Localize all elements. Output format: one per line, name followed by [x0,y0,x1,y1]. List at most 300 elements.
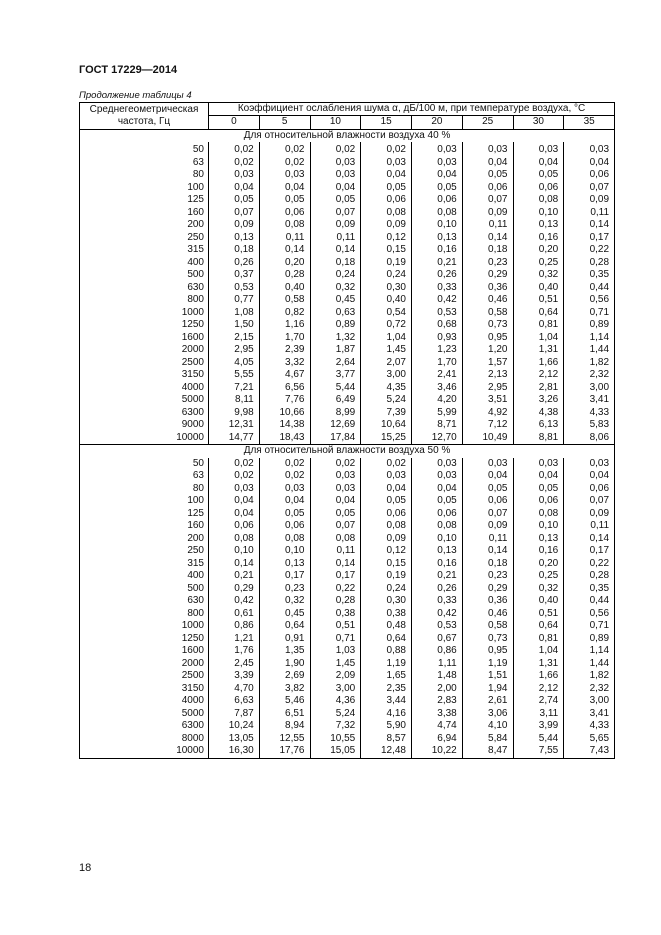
table-row [80,319,615,332]
value-cell: 0,44 [564,595,615,608]
value-cell: 0,17 [564,232,615,245]
value-cell: 0,11 [462,533,513,546]
value-cell: 0,12 [361,232,412,245]
frequency-cell: 400 [80,257,209,270]
frequency-cell: 2000 [80,658,209,671]
frequency-cell: 800 [80,294,209,307]
value-cell: 0,14 [310,558,361,571]
value-cell: 0,03 [310,483,361,496]
table-row [80,157,615,170]
value-cell: 1,35 [259,645,310,658]
frequency-cell: 80 [80,483,209,496]
value-cell: 1,66 [513,670,564,683]
frequency-cell: 125 [80,508,209,521]
table-row [80,683,615,696]
value-cell: 5,90 [361,720,412,733]
value-cell: 0,22 [310,583,361,596]
frequency-cell: 1250 [80,633,209,646]
value-cell: 6,49 [310,394,361,407]
value-cell: 0,04 [259,495,310,508]
temperature-header: 20 [412,116,463,129]
value-cell: 4,20 [412,394,463,407]
value-cell: 1,51 [462,670,513,683]
value-cell: 3,32 [259,357,310,370]
value-cell: 0,30 [361,282,412,295]
value-cell: 0,02 [259,157,310,170]
value-cell: 0,45 [310,294,361,307]
value-cell: 6,51 [259,708,310,721]
value-cell: 0,11 [462,219,513,232]
value-cell: 17,76 [259,745,310,758]
value-cell: 0,02 [259,142,310,157]
value-cell: 0,71 [564,307,615,320]
frequency-cell: 160 [80,207,209,220]
value-cell: 0,09 [462,520,513,533]
value-cell: 0,26 [209,257,260,270]
value-cell: 5,83 [564,419,615,432]
value-cell: 0,06 [412,508,463,521]
table-row [80,608,615,621]
value-cell: 0,33 [412,595,463,608]
table-row [80,394,615,407]
value-cell: 2,69 [259,670,310,683]
value-cell: 0,02 [209,458,260,471]
value-cell: 0,36 [462,595,513,608]
value-cell: 4,16 [361,708,412,721]
value-cell: 0,40 [513,282,564,295]
value-cell: 0,71 [564,620,615,633]
value-cell: 0,37 [209,269,260,282]
value-cell: 0,04 [209,495,260,508]
value-cell: 0,07 [310,520,361,533]
table-row [80,583,615,596]
value-cell: 0,02 [310,142,361,157]
value-cell: 12,69 [310,419,361,432]
frequency-cell: 250 [80,545,209,558]
value-cell: 0,25 [513,570,564,583]
value-cell: 2,32 [564,683,615,696]
value-cell: 1,11 [412,658,463,671]
table-row [80,708,615,721]
value-cell: 10,49 [462,432,513,445]
value-cell: 0,14 [564,219,615,232]
value-cell: 8,99 [310,407,361,420]
value-cell: 10,24 [209,720,260,733]
frequency-cell: 5000 [80,394,209,407]
table-row [80,508,615,521]
value-cell: 0,81 [513,633,564,646]
value-cell: 0,02 [361,458,412,471]
value-cell: 2,09 [310,670,361,683]
frequency-cell: 125 [80,194,209,207]
value-cell: 3,11 [513,708,564,721]
value-cell: 0,03 [412,142,463,157]
value-cell: 0,46 [462,608,513,621]
frequency-cell: 200 [80,533,209,546]
frequency-cell: 100 [80,182,209,195]
frequency-cell: 400 [80,570,209,583]
table-row [80,357,615,370]
value-cell: 1,44 [564,344,615,357]
value-cell: 1,45 [361,344,412,357]
value-cell: 0,08 [259,533,310,546]
value-cell: 0,13 [209,232,260,245]
value-cell: 0,08 [513,194,564,207]
value-cell: 0,11 [310,232,361,245]
value-cell: 0,06 [361,194,412,207]
value-cell: 6,13 [513,419,564,432]
temperature-header: 0 [209,116,260,129]
value-cell: 0,07 [564,182,615,195]
value-cell: 1,14 [564,332,615,345]
value-cell: 0,13 [412,232,463,245]
value-cell: 7,39 [361,407,412,420]
value-cell: 0,10 [259,545,310,558]
value-cell: 3,00 [361,369,412,382]
value-cell: 7,21 [209,382,260,395]
value-cell: 0,26 [412,269,463,282]
table-row [80,495,615,508]
value-cell: 5,84 [462,733,513,746]
value-cell: 0,16 [513,545,564,558]
value-cell: 1,16 [259,319,310,332]
value-cell: 0,24 [310,269,361,282]
value-cell: 0,89 [564,633,615,646]
value-cell: 1,87 [310,344,361,357]
value-cell: 0,32 [513,269,564,282]
value-cell: 0,05 [412,495,463,508]
value-cell: 12,70 [412,432,463,445]
value-cell: 0,16 [513,232,564,245]
value-cell: 0,02 [209,470,260,483]
value-cell: 1,19 [462,658,513,671]
value-cell: 0,08 [412,207,463,220]
value-cell: 10,64 [361,419,412,432]
value-cell: 1,45 [310,658,361,671]
value-cell: 0,10 [209,545,260,558]
temperature-header: 25 [462,116,513,129]
frequency-cell: 2500 [80,357,209,370]
value-cell: 0,44 [564,282,615,295]
value-cell: 0,06 [259,520,310,533]
value-cell: 0,06 [564,169,615,182]
value-cell: 6,63 [209,695,260,708]
temperature-header: 30 [513,116,564,129]
value-cell: 0,24 [361,583,412,596]
value-cell: 5,24 [310,708,361,721]
value-cell: 0,18 [310,257,361,270]
value-cell: 0,12 [361,545,412,558]
table-row [80,520,615,533]
value-cell: 16,30 [209,745,260,758]
value-cell: 0,08 [259,219,310,232]
value-cell: 0,29 [209,583,260,596]
value-cell: 0,19 [361,570,412,583]
value-cell: 0,16 [412,244,463,257]
value-cell: 1,70 [412,357,463,370]
value-cell: 1,20 [462,344,513,357]
value-cell: 0,58 [462,307,513,320]
value-cell: 0,86 [209,620,260,633]
value-cell: 1,08 [209,307,260,320]
value-cell: 0,71 [310,633,361,646]
value-cell: 0,06 [462,495,513,508]
frequency-cell: 1600 [80,332,209,345]
value-cell: 0,03 [462,142,513,157]
value-cell: 17,84 [310,432,361,445]
value-cell: 0,03 [209,169,260,182]
value-cell: 4,33 [564,407,615,420]
value-cell: 2,13 [462,369,513,382]
value-cell: 4,70 [209,683,260,696]
value-cell: 0,05 [259,508,310,521]
value-cell: 0,09 [209,219,260,232]
value-cell: 8,81 [513,432,564,445]
value-cell: 3,77 [310,369,361,382]
value-cell: 0,20 [259,257,310,270]
frequency-column-header: Среднегеометрическая частота, Гц [80,103,209,130]
value-cell: 0,28 [564,257,615,270]
value-cell: 0,72 [361,319,412,332]
value-cell: 0,35 [564,269,615,282]
value-cell: 0,42 [412,294,463,307]
value-cell: 0,08 [412,520,463,533]
value-cell: 0,45 [259,608,310,621]
value-cell: 0,82 [259,307,310,320]
value-cell: 0,15 [361,558,412,571]
value-cell: 0,91 [259,633,310,646]
table-row [80,595,615,608]
value-cell: 0,89 [564,319,615,332]
value-cell: 0,58 [259,294,310,307]
value-cell: 0,02 [209,157,260,170]
value-cell: 0,04 [564,470,615,483]
value-cell: 0,26 [412,583,463,596]
frequency-cell: 6300 [80,720,209,733]
frequency-cell: 63 [80,157,209,170]
value-cell: 0,93 [412,332,463,345]
value-cell: 0,04 [209,182,260,195]
value-cell: 0,11 [310,545,361,558]
value-cell: 0,05 [310,508,361,521]
table-row [80,620,615,633]
value-cell: 0,14 [310,244,361,257]
value-cell: 2,12 [513,683,564,696]
value-cell: 0,13 [259,558,310,571]
value-cell: 4,33 [564,720,615,733]
value-cell: 0,06 [564,483,615,496]
value-cell: 3,99 [513,720,564,733]
value-cell: 0,22 [564,558,615,571]
value-cell: 15,05 [310,745,361,758]
value-cell: 4,74 [412,720,463,733]
value-cell: 0,09 [564,194,615,207]
value-cell: 0,51 [310,620,361,633]
value-cell: 0,53 [209,282,260,295]
value-cell: 0,08 [209,533,260,546]
value-cell: 0,05 [513,483,564,496]
table-caption: Продолжение таблицы 4 [79,90,192,101]
value-cell: 4,36 [310,695,361,708]
value-cell: 0,03 [564,458,615,471]
value-cell: 0,10 [412,219,463,232]
value-cell: 0,54 [361,307,412,320]
value-cell: 14,38 [259,419,310,432]
table-row [80,458,615,471]
value-cell: 2,07 [361,357,412,370]
frequency-cell: 500 [80,269,209,282]
temperature-header: 15 [361,116,412,129]
value-cell: 0,05 [361,495,412,508]
frequency-cell: 500 [80,583,209,596]
frequency-cell: 80 [80,169,209,182]
value-cell: 0,28 [564,570,615,583]
value-cell: 8,94 [259,720,310,733]
value-cell: 0,05 [209,194,260,207]
table-row [80,407,615,420]
frequency-cell: 100 [80,495,209,508]
value-cell: 0,23 [462,570,513,583]
value-cell: 0,03 [412,157,463,170]
value-cell: 1,03 [310,645,361,658]
value-cell: 0,09 [361,533,412,546]
value-cell: 0,03 [259,169,310,182]
value-cell: 0,06 [462,182,513,195]
value-cell: 0,42 [209,595,260,608]
value-cell: 1,66 [513,357,564,370]
value-cell: 0,46 [462,294,513,307]
value-cell: 0,64 [513,307,564,320]
value-cell: 3,00 [564,695,615,708]
value-cell: 0,18 [209,244,260,257]
value-cell: 0,05 [513,169,564,182]
value-cell: 5,44 [513,733,564,746]
frequency-cell: 1600 [80,645,209,658]
value-cell: 0,14 [462,545,513,558]
value-cell: 3,46 [412,382,463,395]
frequency-cell: 1000 [80,307,209,320]
value-cell: 4,10 [462,720,513,733]
value-cell: 5,46 [259,695,310,708]
section-title: Для относительной влажности воздуха 50 % [80,445,615,458]
value-cell: 0,07 [310,207,361,220]
value-cell: 2,95 [209,344,260,357]
value-cell: 0,68 [412,319,463,332]
table-row [80,344,615,357]
table-row [80,244,615,257]
value-cell: 3,00 [564,382,615,395]
document-header: ГОСТ 17229—2014 [79,64,178,76]
value-cell: 0,64 [259,620,310,633]
value-cell: 1,90 [259,658,310,671]
value-cell: 0,04 [564,157,615,170]
value-cell: 2,95 [462,382,513,395]
value-cell: 0,03 [513,142,564,157]
value-cell: 0,03 [310,157,361,170]
value-cell: 0,03 [564,142,615,157]
value-cell: 5,65 [564,733,615,746]
value-cell: 0,04 [310,495,361,508]
value-cell: 0,18 [462,244,513,257]
value-cell: 0,53 [412,307,463,320]
value-cell: 0,21 [412,257,463,270]
value-cell: 1,04 [361,332,412,345]
value-cell: 0,02 [310,458,361,471]
frequency-cell: 9000 [80,419,209,432]
value-cell: 18,43 [259,432,310,445]
frequency-cell: 4000 [80,695,209,708]
value-cell: 0,40 [259,282,310,295]
value-cell: 1,57 [462,357,513,370]
value-cell: 0,02 [361,142,412,157]
frequency-cell: 315 [80,244,209,257]
value-cell: 2,64 [310,357,361,370]
value-cell: 0,17 [310,570,361,583]
value-cell: 0,04 [361,169,412,182]
value-cell: 0,07 [209,207,260,220]
attenuation-table [79,102,615,759]
value-cell: 0,04 [310,182,361,195]
table-row [80,483,615,496]
value-cell: 1,14 [564,645,615,658]
value-cell: 0,11 [564,207,615,220]
value-cell: 0,95 [462,645,513,658]
value-cell: 0,35 [564,583,615,596]
value-cell: 0,20 [513,244,564,257]
value-cell: 0,07 [462,194,513,207]
value-cell: 0,61 [209,608,260,621]
value-cell: 0,04 [259,182,310,195]
value-cell: 8,06 [564,432,615,445]
frequency-cell: 1250 [80,319,209,332]
table-row [80,419,615,432]
value-cell: 0,14 [209,558,260,571]
value-cell: 0,30 [361,595,412,608]
value-cell: 7,32 [310,720,361,733]
value-cell: 0,15 [361,244,412,257]
value-cell: 6,94 [412,733,463,746]
value-cell: 1,32 [310,332,361,345]
value-cell: 0,86 [412,645,463,658]
value-cell: 0,04 [513,157,564,170]
value-cell: 1,31 [513,344,564,357]
value-cell: 0,06 [513,182,564,195]
value-cell: 0,56 [564,608,615,621]
value-cell: 0,25 [513,257,564,270]
value-cell: 0,19 [361,257,412,270]
value-cell: 4,92 [462,407,513,420]
value-cell: 15,25 [361,432,412,445]
value-cell: 0,03 [462,458,513,471]
frequency-cell: 8000 [80,733,209,746]
value-cell: 2,83 [412,695,463,708]
value-cell: 0,07 [462,508,513,521]
value-cell: 0,08 [361,207,412,220]
table-row [80,294,615,307]
value-cell: 8,71 [412,419,463,432]
coefficient-header: Коэффициент ослабления шума α, дБ/100 м, при температуре воздуха, °С [209,103,615,116]
value-cell: 0,28 [310,595,361,608]
frequency-cell: 2000 [80,344,209,357]
value-cell: 8,57 [361,733,412,746]
value-cell: 3,51 [462,394,513,407]
frequency-cell: 10000 [80,745,209,758]
value-cell: 0,23 [462,257,513,270]
table-row [80,733,615,746]
value-cell: 0,09 [462,207,513,220]
value-cell: 3,41 [564,394,615,407]
value-cell: 0,29 [462,269,513,282]
